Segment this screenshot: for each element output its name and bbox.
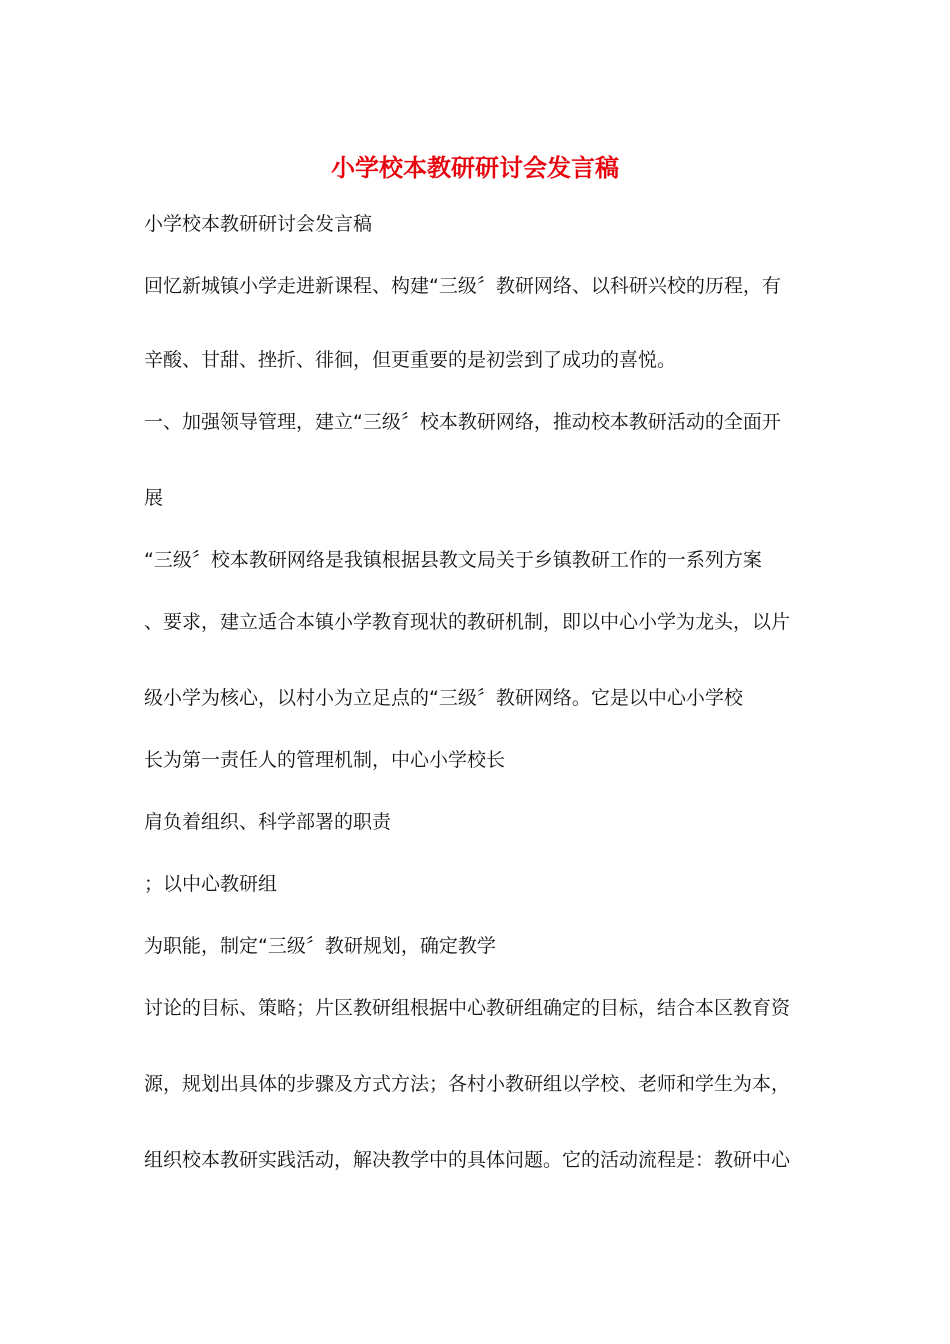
section-heading-line: 展 (144, 487, 164, 509)
paragraph-line: 辛酸、甘甜、挫折、徘徊，但更重要的是初尝到了成功的喜悦。 (144, 349, 677, 371)
document-title: 小学校本教研研讨会发言稿 (331, 153, 619, 182)
paragraph-line: 级小学为核心，以村小为立足点的“三级〞教研网络。它是以中心小学校 (144, 687, 743, 709)
subtitle-line: 小学校本教研研讨会发言稿 (144, 213, 373, 235)
paragraph-line: 回忆新城镇小学走进新课程、构建“三级〞教研网络、以科研兴校的历程，有 (144, 275, 781, 297)
paragraph-line: 讨论的目标、策略；片区教研组根据中心教研组确定的目标，结合本区教育资 (144, 997, 791, 1019)
paragraph-line: 长为第一责任人的管理机制，中心小学校长 (144, 749, 506, 771)
paragraph-line: “三级〞校本教研网络是我镇根据县教文局关于乡镇教研工作的一系列方案 (144, 549, 762, 571)
paragraph-line: 、要求，建立适合本镇小学教育现状的教研机制，即以中心小学为龙头，以片 (144, 611, 791, 633)
paragraph-line: 为职能，制定“三级〞教研规划，确定教学 (144, 935, 496, 957)
section-heading-line: 一、加强领导管理，建立“三级〞校本教研网络，推动校本教研活动的全面开 (144, 411, 781, 433)
paragraph-line: ；以中心教研组 (144, 873, 278, 895)
paragraph-line: 组织校本教研实践活动，解决教学中的具体问题。它的活动流程是：教研中心 (144, 1149, 791, 1171)
paragraph-line: 源，规划出具体的步骤及方式方法；各村小教研组以学校、老师和学生为本， (144, 1073, 791, 1095)
paragraph-line: 肩负着组织、科学部署的职责 (144, 811, 392, 833)
